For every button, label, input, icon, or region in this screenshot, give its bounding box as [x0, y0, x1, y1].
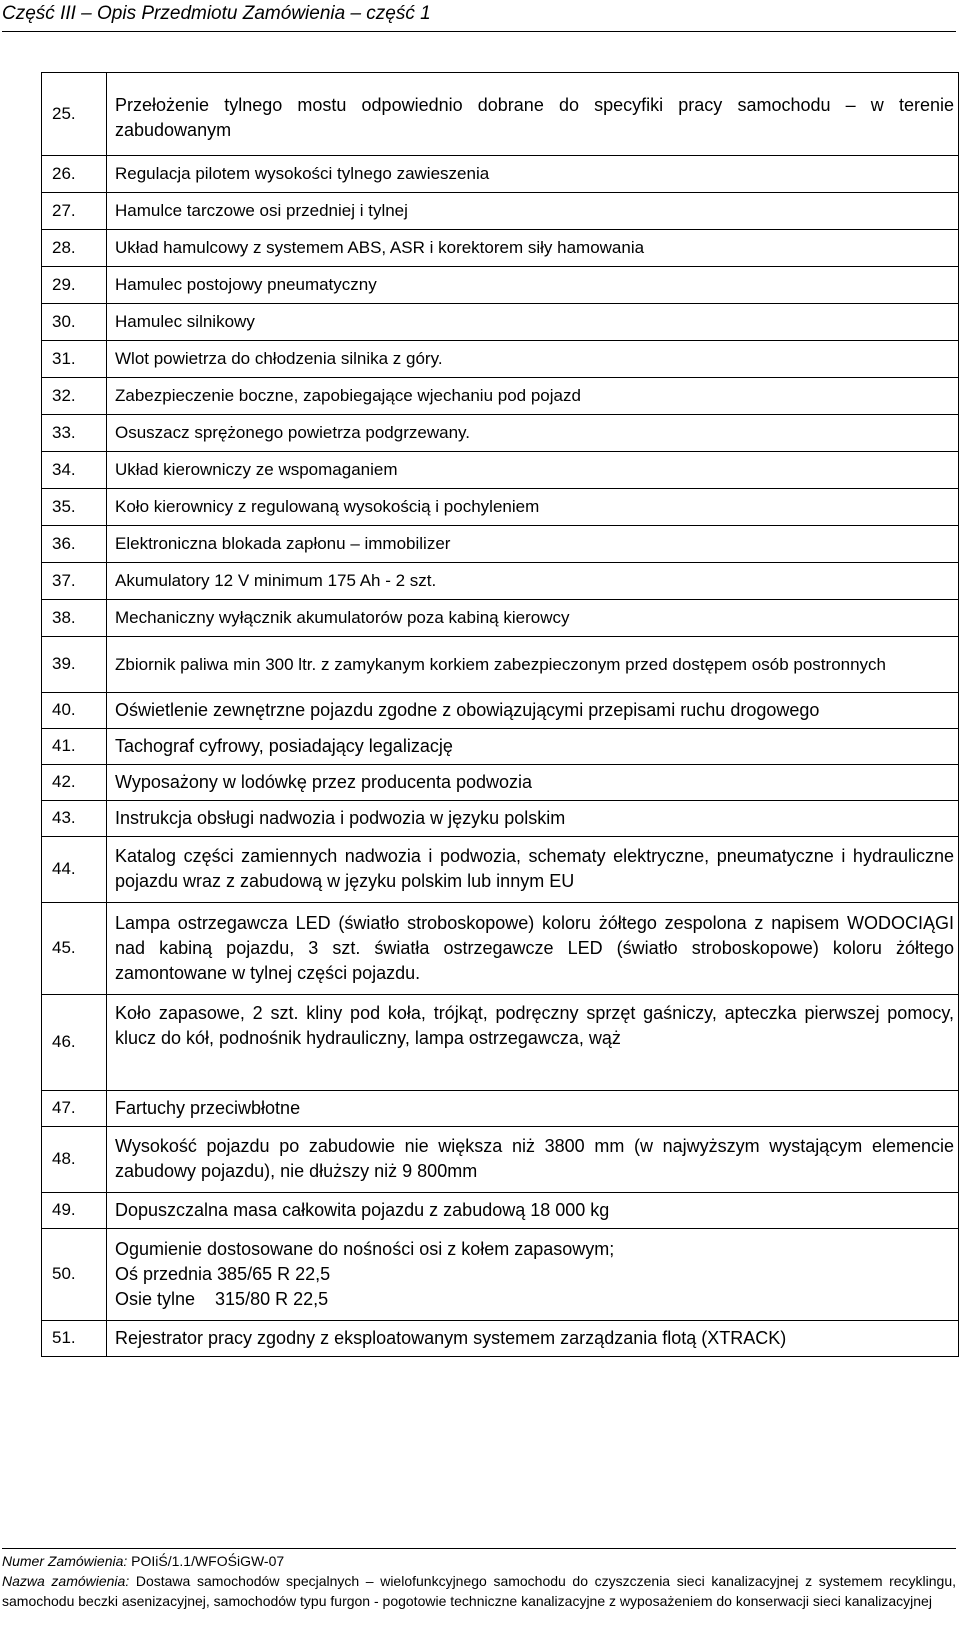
item-description: Wysokość pojazdu po zabudowie nie większa niż 3800 mm (w najwyższym wystającym elemencie zabudowy pojazdu), nie dłuższy niż 9 800mm — [107, 1127, 959, 1193]
item-number: 26. — [42, 156, 107, 193]
item-description: Tachograf cyfrowy, posiadający legalizację — [107, 729, 959, 765]
table-row — [42, 1229, 959, 1321]
table-row — [42, 1127, 959, 1193]
table-row — [42, 526, 959, 563]
table-row — [42, 193, 959, 230]
item-description: Wyposażony w lodówkę przez producenta podwozia — [107, 765, 959, 801]
item-description: Zbiornik paliwa min 300 ltr. z zamykanym korkiem zabezpieczonym przed dostępem osób postronnych — [107, 637, 959, 693]
item-number: 44. — [42, 837, 107, 903]
item-description-line: Ogumienie dostosowane do nośności osi z kołem zapasowym; — [115, 1238, 615, 1259]
item-number: 45. — [42, 903, 107, 995]
table-row — [42, 801, 959, 837]
item-number: 28. — [42, 230, 107, 267]
item-number: 31. — [42, 341, 107, 378]
item-description: Osuszacz sprężonego powietrza podgrzewany. — [107, 415, 959, 452]
table-row — [42, 563, 959, 600]
table-row — [42, 903, 959, 995]
item-description-line: Oś przednia 385/65 R 22,5 — [115, 1263, 331, 1284]
item-description: Regulacja pilotem wysokości tylnego zawieszenia — [107, 156, 959, 193]
item-number: 43. — [42, 801, 107, 837]
table-row — [42, 230, 959, 267]
item-description: Przełożenie tylnego mostu odpowiednio dobrane do specyfiki pracy samochodu – w terenie zabudowanym — [107, 73, 959, 156]
item-number: 47. — [42, 1091, 107, 1127]
item-number: 51. — [42, 1321, 107, 1357]
item-description: Układ hamulcowy z systemem ABS, ASR i korektorem siły hamowania — [107, 230, 959, 267]
item-number: 37. — [42, 563, 107, 600]
item-number: 39. — [42, 637, 107, 693]
item-description: Lampa ostrzegawcza LED (światło stroboskopowe) koloru żółtego zespolona z napisem WODOCIĄGI nad kabiną pojazdu, 3 szt. światła ostrzegawcze LED (światło stroboskopowe) koloru żółtego zamontowane w tylnej części pojazdu. — [107, 903, 959, 995]
table-row — [42, 995, 959, 1091]
item-number: 27. — [42, 193, 107, 230]
item-description: Katalog części zamiennych nadwozia i podwozia, schematy elektryczne, pneumatyczne i hydrauliczne pojazdu wraz z zabudową w języku polskim lub innym EU — [107, 837, 959, 903]
table-row — [42, 1091, 959, 1127]
table-row — [42, 452, 959, 489]
table-row — [42, 693, 959, 729]
item-description: Hamulec postojowy pneumatyczny — [107, 267, 959, 304]
table-row — [42, 341, 959, 378]
item-number: 32. — [42, 378, 107, 415]
table-row — [42, 1321, 959, 1357]
item-description: Instrukcja obsługi nadwozia i podwozia w języku polskim — [107, 801, 959, 837]
item-description: Fartuchy przeciwbłotne — [107, 1091, 959, 1127]
table-row — [42, 378, 959, 415]
item-description: Elektroniczna blokada zapłonu – immobilizer — [107, 526, 959, 563]
table-row — [42, 73, 959, 156]
item-description: Wlot powietrza do chłodzenia silnika z góry. — [107, 341, 959, 378]
order-number-line — [2, 1551, 956, 1571]
page-title: Część III – Opis Przedmiotu Zamówienia – część 1 — [2, 3, 431, 24]
item-description: Układ kierowniczy ze wspomaganiem — [107, 452, 959, 489]
item-number: 33. — [42, 415, 107, 452]
item-description: Mechaniczny wyłącznik akumulatorów poza kabiną kierowcy — [107, 600, 959, 637]
item-number: 50. — [42, 1229, 107, 1321]
table-row — [42, 489, 959, 526]
item-description: Rejestrator pracy zgodny z eksploatowanym systemem zarządzania flotą (XTRACK) — [107, 1321, 959, 1357]
order-number-value: POIiŚ/1.1/WFOŚiGW-07 — [131, 1553, 285, 1569]
item-number: 41. — [42, 729, 107, 765]
table-row — [42, 267, 959, 304]
order-name-label: Nazwa zamówienia: — [2, 1573, 130, 1589]
item-number: 34. — [42, 452, 107, 489]
item-number: 49. — [42, 1193, 107, 1229]
item-description: Hamulce tarczowe osi przedniej i tylnej — [107, 193, 959, 230]
page-header — [2, 2, 956, 32]
table-row — [42, 1193, 959, 1229]
item-description: Dopuszczalna masa całkowita pojazdu z zabudową 18 000 kg — [107, 1193, 959, 1229]
item-description: Koło zapasowe, 2 szt. kliny pod koła, trójkąt, podręczny sprzęt gaśniczy, apteczka pierwszej pomocy, klucz do kół, podnośnik hydrauliczny, lampa ostrzegawcza, wąż — [107, 995, 959, 1091]
item-number: 36. — [42, 526, 107, 563]
item-description: Koło kierownicy z regulowaną wysokością i pochyleniem — [107, 489, 959, 526]
page-footer — [2, 1548, 956, 1611]
table-row — [42, 304, 959, 341]
item-description: Oświetlenie zewnętrzne pojazdu zgodne z obowiązującymi przepisami ruchu drogowego — [107, 693, 959, 729]
order-name-value: Dostawa samochodów specjalnych – wielofunkcyjnego samochodu do czyszczenia sieci kanalizacyjnej z systemem recyklingu, samochodu beczki asenizacyjnej, samochodów typu furgon - pogotowie techniczne kanalizacyjne z wyposażeniem do konserwacji sieci kanalizacyjnej — [2, 1573, 957, 1609]
item-description — [107, 1229, 959, 1321]
table-row — [42, 637, 959, 693]
table-row — [42, 729, 959, 765]
specification-table — [41, 72, 959, 1357]
item-description-line: Osie tylne 315/80 R 22,5 — [115, 1288, 329, 1309]
table-row — [42, 600, 959, 637]
item-number: 25. — [42, 73, 107, 156]
item-description: Akumulatory 12 V minimum 175 Ah - 2 szt. — [107, 563, 959, 600]
item-description: Hamulec silnikowy — [107, 304, 959, 341]
item-number: 29. — [42, 267, 107, 304]
order-number-label: Numer Zamówienia: — [2, 1553, 128, 1569]
item-number: 38. — [42, 600, 107, 637]
item-number: 40. — [42, 693, 107, 729]
item-number: 35. — [42, 489, 107, 526]
table-row — [42, 837, 959, 903]
table-row — [42, 156, 959, 193]
table-row — [42, 765, 959, 801]
item-number: 46. — [42, 995, 107, 1091]
item-number: 48. — [42, 1127, 107, 1193]
table-row — [42, 415, 959, 452]
item-number: 30. — [42, 304, 107, 341]
order-name-line — [2, 1571, 956, 1611]
item-description: Zabezpieczenie boczne, zapobiegające wjechaniu pod pojazd — [107, 378, 959, 415]
item-number: 42. — [42, 765, 107, 801]
